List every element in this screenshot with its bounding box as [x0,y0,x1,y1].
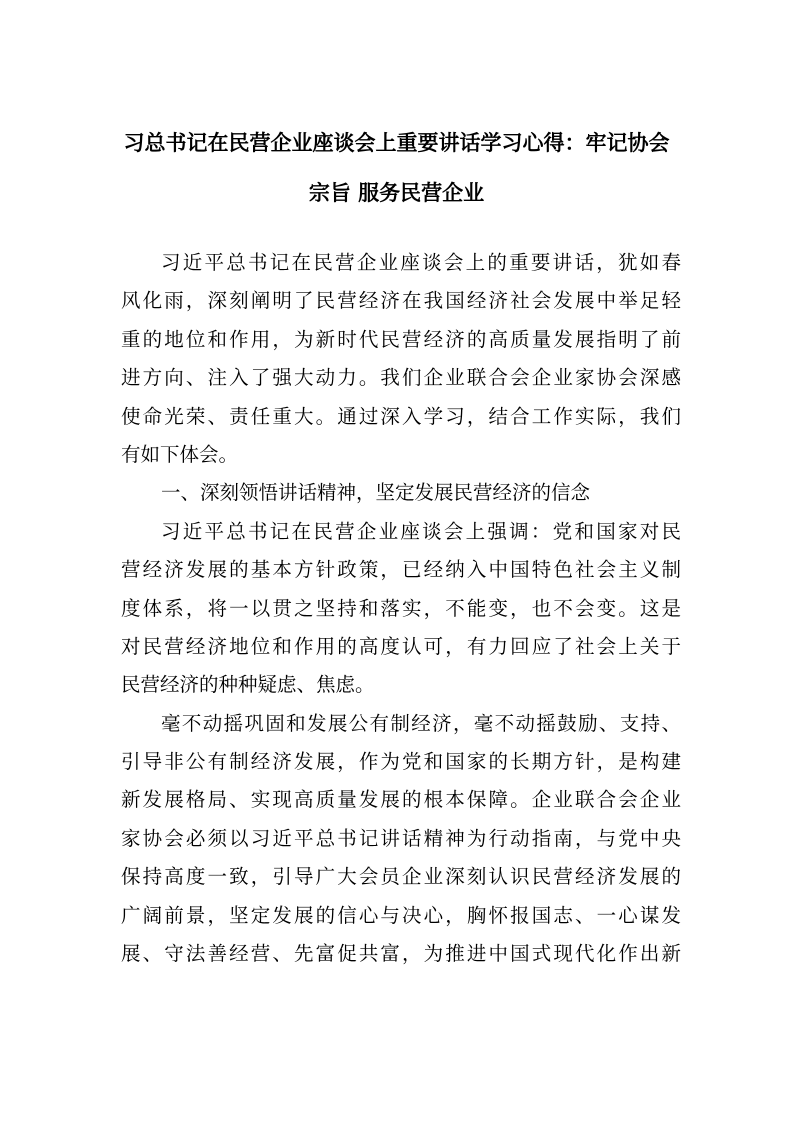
paragraph-line: 营经济发展的基本方针政策，已经纳入中国特色社会主义制 [121,558,681,582]
paragraph-line: 家协会必须以习近平总书记讲话精神为行动指南，与党中央 [121,826,681,850]
paragraph-line: 有如下体会。 [121,442,239,466]
paragraph-line: 展、守法善经营、先富促共富，为推进中国式现代化作出新 [121,942,681,966]
paragraph-line: 使命光荣、责任重大。通过深入学习，结合工作实际，我们 [121,404,681,428]
document-body [121,244,681,973]
paragraph-line: 毫不动摇巩固和发展公有制经济，毫不动摇鼓励、支持、 [161,711,681,735]
paragraph-line: 进方向、注入了强大动力。我们企业联合会企业家协会深感 [121,366,681,390]
paragraph-line: 引导非公有制经济发展，作为党和国家的长期方针，是构建 [121,750,681,774]
document-title-line-1: 习总书记在民营企业座谈会上重要讲话学习心得：牢记协会 [123,130,670,155]
paragraph-line: 风化雨，深刻阐明了民营经济在我国经济社会发展中举足轻 [121,289,681,313]
paragraph-line: 习近平总书记在民营企业座谈会上的重要讲话，犹如春 [161,251,681,274]
paragraph-line: 度体系，将一以贯之坚持和落实，不能变，也不会变。这是 [121,596,681,620]
paragraph-line: 重的地位和作用，为新时代民营经济的高质量发展指明了前 [121,327,681,351]
paragraph-line: 保持高度一致，引导广大会员企业深刻认识民营经济发展的 [121,865,681,889]
document-title-line-2: 宗旨 服务民营企业 [308,180,485,205]
paragraph-line: 民营经济的种种疑虑、焦虑。 [121,673,375,697]
section-heading: 一、深刻领悟讲话精神，坚定发展民营经济的信念 [161,481,591,505]
paragraph-line: 广阔前景，坚定发展的信心与决心，胸怀报国志、一心谋发 [121,903,681,927]
paragraph-line: 习近平总书记在民营企业座谈会上强调：党和国家对民 [161,519,681,543]
paragraph-line: 新发展格局、实现高质量发展的根本保障。企业联合会企业 [121,788,681,812]
paragraph-line: 对民营经济地位和作用的高度认可，有力回应了社会上关于 [121,634,681,658]
